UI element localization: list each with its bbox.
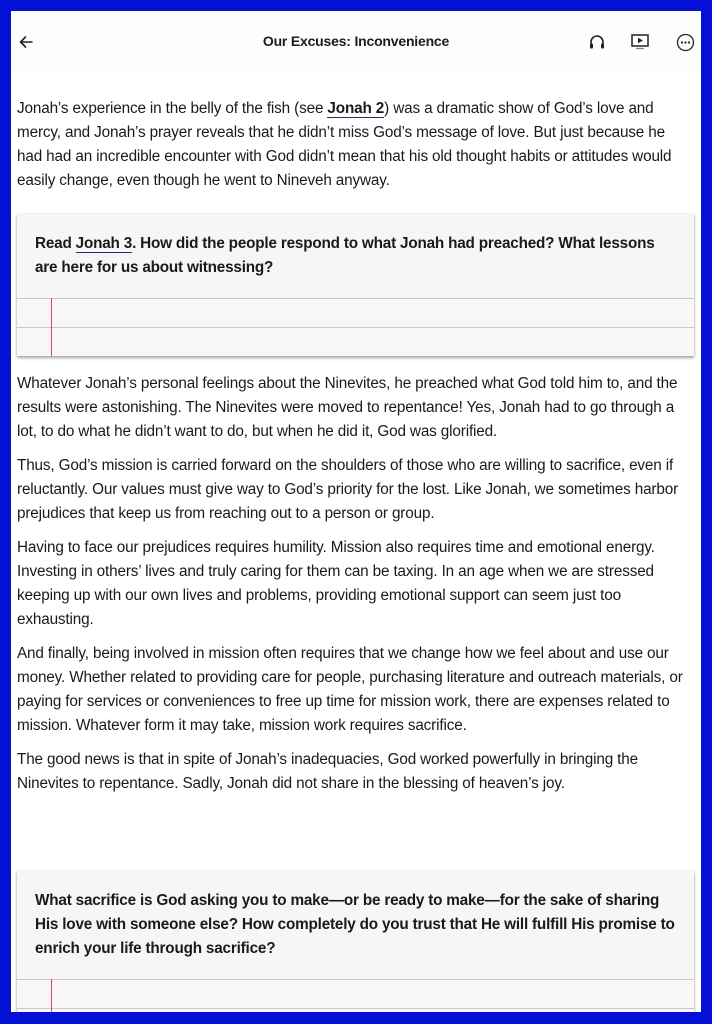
- paragraph: The good news is that in spite of Jonah’s inadequacies, God worked powerfully in bringing the Ninevites to repentance. Sadly, Jonah did not share in the blessing of heaven’s joy.: [17, 751, 638, 792]
- question-text: [17, 214, 694, 298]
- video-play-icon: [630, 33, 650, 51]
- paragraph-text: ) was a dramatic show of God’s love and mercy, and Jonah’s prayer reveals that he didn’t miss God’s message of love. But just because he had had an incredible encounter with God didn’t mean that his old thought habits or attitudes would easily change, even though he went to Nineveh anyway.: [17, 100, 672, 189]
- answer-field[interactable]: [17, 979, 694, 1012]
- paragraph: Having to face our prejudices requires humility. Mission also requires time and emotional energy. Investing in others’ lives and truly caring for them can be taxing. In an age when we are stressed keeping up with our own lives and problems, providing emotional support can seem just too exhausting.: [17, 539, 655, 628]
- paragraph: And finally, being involved in mission often requires that we change how we feel about and use our money. Whether related to providing care for people, purchasing literature and outreach materials, or paying for services or conveniences to free up time for mission work, there are expenses related to mission. Whatever form it may take, mission work requires sacrifice.: [17, 645, 683, 734]
- page-title: Our Excuses: Inconvenience: [262, 33, 450, 49]
- scripture-link-jonah-3[interactable]: Jonah 3: [75, 235, 133, 252]
- app-window: [11, 11, 701, 1012]
- more-options-button[interactable]: [674, 31, 696, 53]
- question-card: [17, 214, 694, 356]
- answer-line[interactable]: [17, 1008, 694, 1012]
- answer-line[interactable]: [17, 298, 694, 327]
- audio-button[interactable]: [586, 31, 608, 53]
- reading-content: [17, 372, 693, 806]
- answer-line[interactable]: [17, 979, 694, 1008]
- paragraph-text: Jonah’s experience in the belly of the fish (see: [17, 100, 328, 117]
- question-text: What sacrifice is God asking you to make—or be ready to make—for the sake of sharing His love with someone else? How completely do you trust that He will fulfill His promise to enrich your life through sacrifice?: [35, 892, 675, 957]
- question-text-part: . How did the people respond to what Jonah had preached? What lessons are here for us about witnessing?: [35, 235, 655, 276]
- more-options-icon: [676, 33, 695, 52]
- reading-content: [17, 97, 693, 203]
- margin-rule: [51, 298, 52, 356]
- headphones-icon: [588, 33, 606, 51]
- margin-rule: [51, 979, 52, 1012]
- question-text-part: Read: [35, 235, 76, 252]
- scripture-link-jonah-2[interactable]: Jonah 2: [327, 100, 385, 117]
- paragraph: Whatever Jonah’s personal feelings about the Ninevites, he preached what God told him to, and the results were astonishing. The Ninevites were moved to repentance! Yes, Jonah had to go through a lot, to do what he didn’t want to do, but when he did it, God was glorified.: [17, 375, 678, 440]
- answer-line[interactable]: [17, 327, 694, 356]
- paragraph: [17, 97, 693, 193]
- video-button[interactable]: [629, 31, 651, 53]
- answer-field[interactable]: [17, 298, 694, 356]
- paragraph: Thus, God’s mission is carried forward on the shoulders of those who are willing to sacrifice, even if reluctantly. Our values must give way to God’s priority for the lost. Like Jonah, we sometimes harbor prejudices that keep us from reaching out to a person or group.: [17, 457, 679, 522]
- question-card: [17, 871, 694, 1012]
- top-bar: [11, 11, 701, 73]
